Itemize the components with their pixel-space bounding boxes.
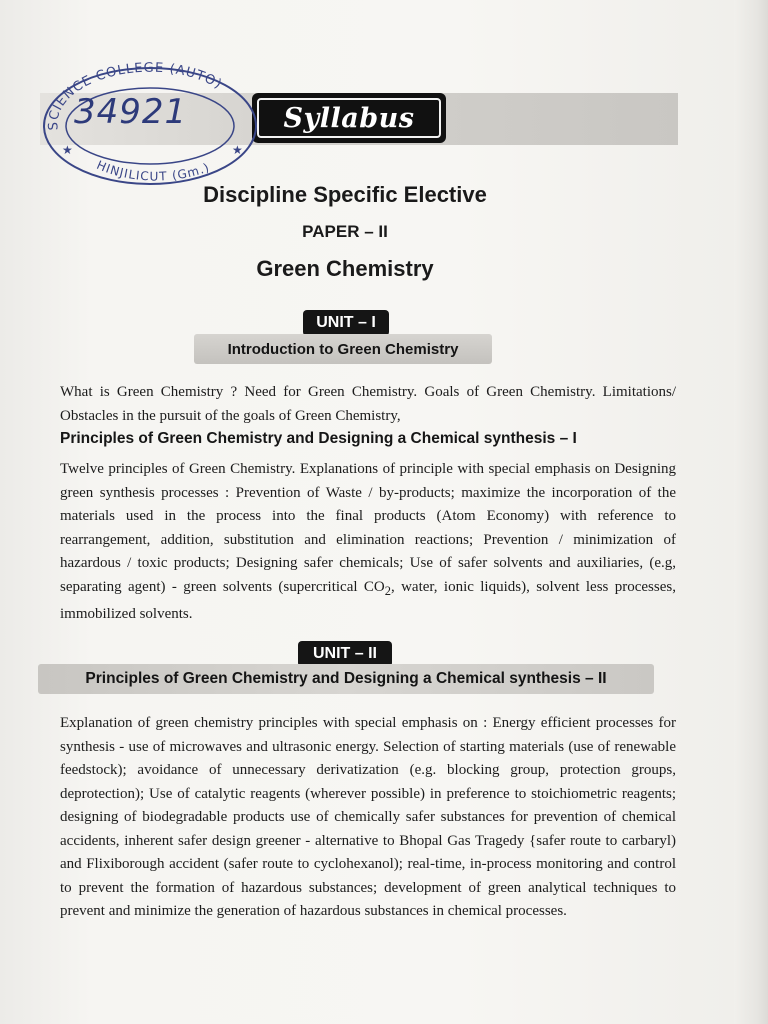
svg-text:★: ★ [62, 143, 73, 157]
subject-title: Green Chemistry [256, 256, 434, 281]
syllabus-banner [252, 93, 446, 143]
svg-text:SCIENCE COLLEGE (AUTO): SCIENCE COLLEGE (AUTO) [46, 60, 225, 131]
document-title: Discipline Specific Elective [203, 182, 487, 207]
syllabus-label: Syllabus [257, 98, 441, 138]
unit-1-principles-paragraph [60, 458, 676, 627]
unit-2-paragraph: Explanation of green chemistry principles with special emphasis on : Energy efficient processes for synthesis - use of microwaves and ultrasonic energy. Selection of starting materials (use of renewable feedstock); avoidance of unnecessary derivatization (e.g. blocking group, protection groups, deprotection); Use of catalytic reagents (wherever possible) in preference to stoichiometric reagents; designing of biodegradable products use of chemically safer substances for prevention of chemical accidents, inherent safer design greener - alternative to Bhopal Gas Tragedy {safer route to carbaryl) and Flixiborough accident (safer route to cyclohexanol); real-time, in-process monitoring and control to prevent the formation of hazardous substances; development of green analytical techniques to prevent and minimize the generation of hazardous substances in chemical processes. [60, 715, 676, 919]
svg-text:HINJILICUT (Gm.): HINJILICUT (Gm.) [94, 157, 212, 184]
principles-section-heading: Principles of Green Chemistry and Designing a Chemical synthesis – I [60, 430, 577, 447]
unit-1-intro-paragraph: What is Green Chemistry ? Need for Green Chemistry. Goals of Green Chemistry. Limitations/ Obstacles in the pursuit of the goals of Green Chemistry, [60, 384, 676, 424]
paper-label: PAPER – II [302, 222, 388, 241]
page-edge-shadow [734, 0, 768, 1024]
unit-2-badge: UNIT – II [298, 641, 392, 667]
unit-1-badge: UNIT – I [303, 310, 389, 336]
paragraph-text: Twelve principles of Green Chemistry. Explanations of principle with special emphasis on Designing green synthesis processes : Prevention of Waste / by-products; maximize the incorporation of the materials used in the process into the final products (Atom Economy) with reference to rearrangement, addition, substitution and elimination reactions; Prevention / minimization of hazardous / toxic products; Designing safer chemicals; Use of safer solvents and auxiliaries, (e.g, separating agent) - green solvents (supercritical CO [60, 461, 676, 595]
co2-subscript: 2 [384, 583, 391, 598]
unit-2-heading: Principles of Green Chemistry and Designing a Chemical synthesis – II [38, 664, 654, 694]
unit-1-heading: Introduction to Green Chemistry [194, 334, 492, 364]
stamp-accession-number: 34921 [74, 92, 188, 132]
svg-text:★: ★ [232, 143, 243, 157]
paragraph-text-end: , water, ionic liquids), solvent less processes, immobilized solvents. [60, 578, 676, 622]
